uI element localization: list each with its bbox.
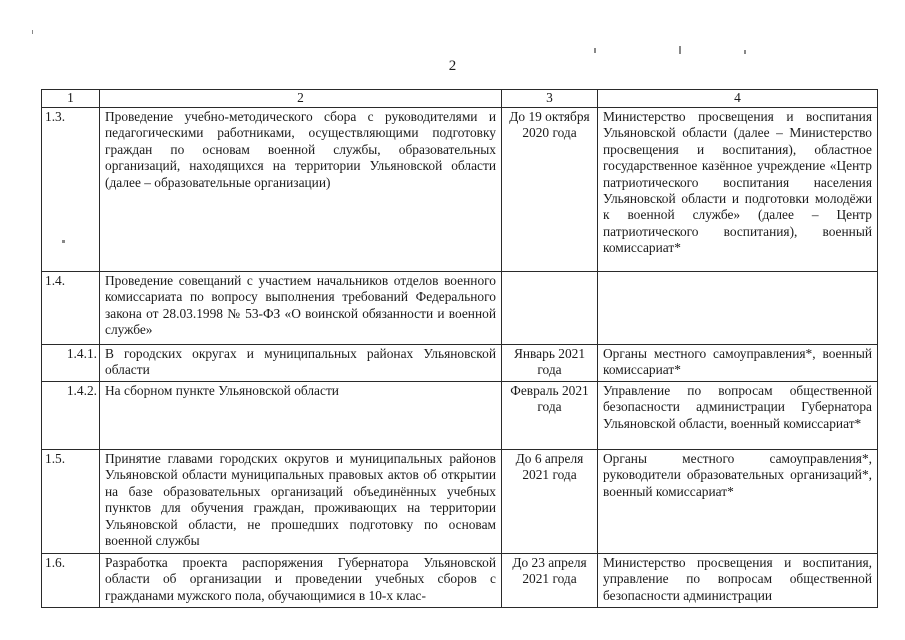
row-description: Разработка проекта распоряжения Губернатора Ульяновской области об организации и проведении учебных сборов с гражданами мужского пола, обучающимися в 10-х клас- — [100, 554, 502, 608]
scan-artifact — [62, 240, 65, 243]
page-number: 2 — [448, 58, 457, 74]
scan-artifact — [744, 50, 746, 54]
row-term: Февраль 2021 года — [502, 382, 598, 450]
table-row — [42, 382, 878, 450]
column-header: 1 — [42, 90, 100, 108]
row-term: До 19 октября 2020 года — [502, 108, 598, 272]
row-responsible: Министерство просвещения и воспитания Ульяновской области (далее – Министерство просвещения и воспитания), областное государственное казённое учреждение «Центр патриотического воспитания населения Ульяновской области и подготовки молодёжи к военной службе» (далее – Центр патриотического воспитания), военный комиссариат* — [598, 108, 878, 272]
row-responsible: Министерство просвещения и воспитания, управление по вопросам общественной безопасности администрации — [598, 554, 878, 608]
column-header: 3 — [502, 90, 598, 108]
scan-artifact — [594, 48, 596, 53]
table-row — [42, 272, 878, 345]
table-row — [42, 450, 878, 554]
row-description: Проведение учебно-методического сбора с руководителями и педагогическими работниками, осуществляющими подготовку граждан по основам военной службы, образовательных организаций, находящихся на территории Ульяновской области (далее – образовательные организации) — [100, 108, 502, 272]
row-responsible: Управление по вопросам общественной безопасности администрации Губернатора Ульяновской области, военный комиссариат* — [598, 382, 878, 450]
column-header: 4 — [598, 90, 878, 108]
table-row — [42, 108, 878, 272]
row-description: Принятие главами городских округов и муниципальных районов Ульяновской области муниципальных правовых актов об открытии на базе образовательных организаций объединённых учебных пунктов для обучения граждан, проживающих на территории Ульяновской области, не прошедших подготовку по основам военной службы — [100, 450, 502, 554]
column-header: 2 — [100, 90, 502, 108]
row-description: На сборном пункте Ульяновской области — [100, 382, 502, 450]
row-description: В городских округах и муниципальных районах Ульяновской области — [100, 345, 502, 382]
row-term: До 6 апреля 2021 года — [502, 450, 598, 554]
row-responsible — [598, 272, 878, 345]
row-number: 1.6. — [42, 554, 100, 608]
row-responsible: Органы местного самоуправления*, военный комиссариат* — [598, 345, 878, 382]
row-description: Проведение совещаний с участием начальников отделов военного комиссариата по вопросу выполнения требований Федерального закона от 28.03.1998 № 53-ФЗ «О воинской обязанности и военной службе» — [100, 272, 502, 345]
row-number: 1.4.1. — [42, 345, 100, 382]
scan-artifact — [32, 30, 33, 34]
table-row — [42, 554, 878, 608]
table-row — [42, 345, 878, 382]
table-header-row — [42, 90, 878, 108]
row-number: 1.4.2. — [42, 382, 100, 450]
row-term — [502, 272, 598, 345]
row-number: 1.4. — [42, 272, 100, 345]
scan-artifact — [679, 46, 681, 54]
row-number: 1.3. — [42, 108, 100, 272]
row-responsible: Органы местного самоуправления*, руководители образовательных организаций*, военный комиссариат* — [598, 450, 878, 554]
row-term: Январь 2021 года — [502, 345, 598, 382]
plan-table — [41, 89, 878, 608]
row-term: До 23 апреля 2021 года — [502, 554, 598, 608]
row-number: 1.5. — [42, 450, 100, 554]
